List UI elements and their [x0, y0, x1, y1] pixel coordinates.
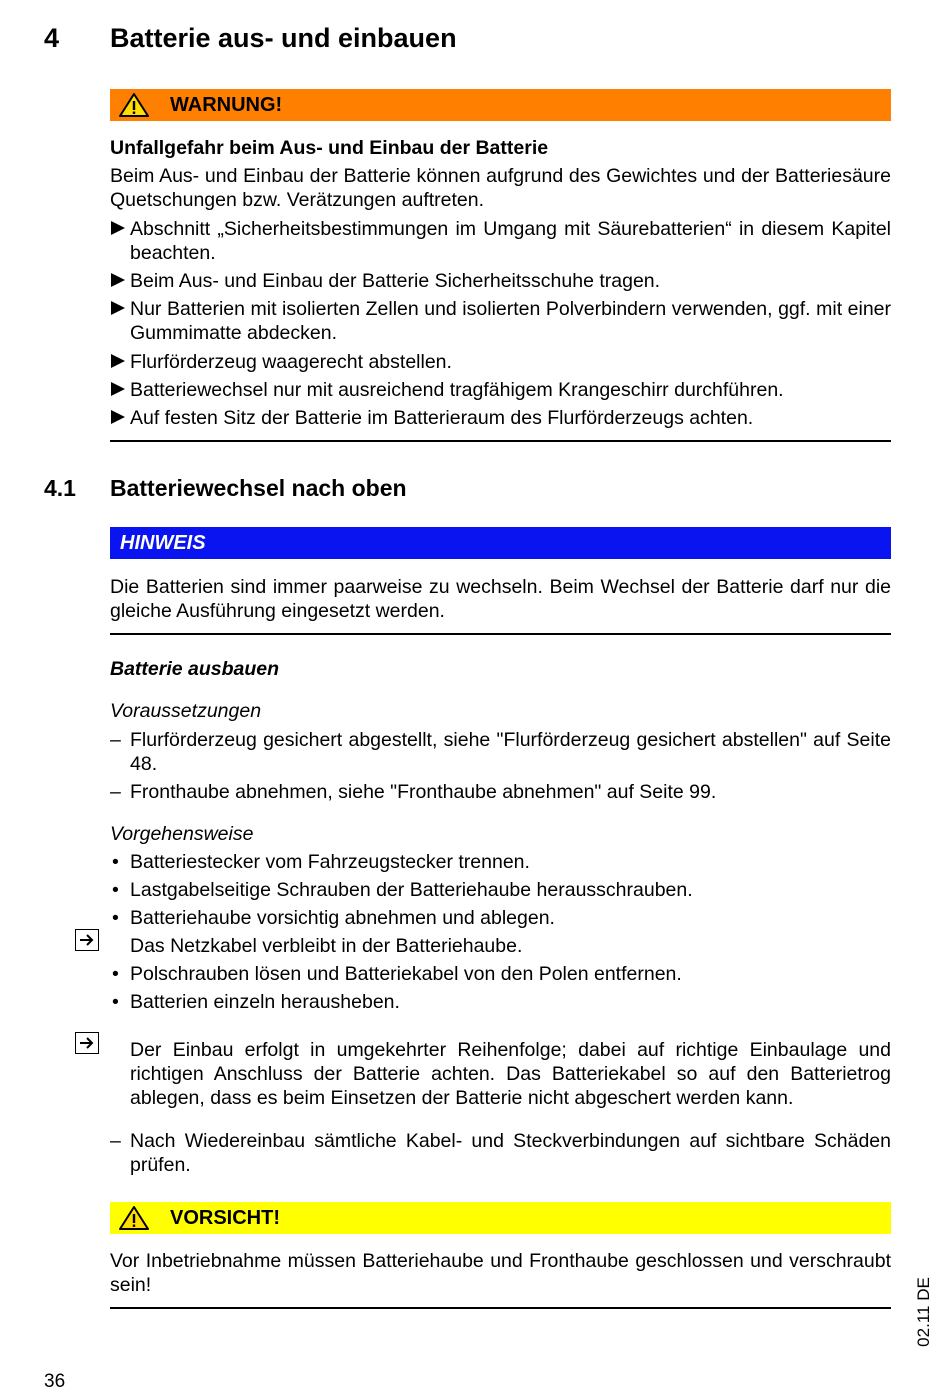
- triangle-bullet-icon: [110, 297, 126, 325]
- divider: [110, 440, 891, 442]
- divider: [110, 1307, 891, 1309]
- dash-bullet: –: [110, 1130, 121, 1152]
- caution-text: Vor Inbetriebnahme müssen Batteriehaube und Fronthaube geschlossen und verschraubt sein!: [110, 1250, 891, 1296]
- warning-label: WARNUNG!: [170, 94, 283, 116]
- section-number: 4.1: [44, 475, 76, 501]
- dash-bullet: –: [110, 781, 121, 803]
- triangle-bullet-icon: [110, 217, 126, 245]
- triangle-bullet-icon: [110, 406, 126, 434]
- chapter-number: 4: [44, 23, 60, 53]
- removal-title: Batterie ausbauen: [110, 658, 280, 680]
- page-number: 36: [44, 1371, 66, 1392]
- triangle-bullet-icon: [110, 378, 126, 406]
- note-label: HINWEIS: [120, 532, 206, 554]
- note-banner: [110, 527, 891, 559]
- dot-bullet: •: [112, 991, 119, 1013]
- warning-item: Nur Batterien mit isolierten Zellen und isolierten Polverbindern verwenden, ggf. mit einer Gummimatte abdecken.: [110, 297, 891, 345]
- triangle-bullet-icon: [110, 350, 126, 378]
- prereq-item: – Fronthaube abnehmen, siehe "Fronthaube abnehmen" auf Seite 99.: [110, 781, 717, 803]
- step-item: • Batteriestecker vom Fahrzeugstecker trennen.: [112, 851, 530, 873]
- after-item: – Nach Wiedereinbau sämtliche Kabel- und Steckverbindungen auf sichtbare Schäden prüfen.: [110, 1130, 891, 1176]
- dot-bullet: •: [112, 963, 119, 985]
- divider: [110, 633, 891, 635]
- hint-arrow-icon: [75, 1032, 99, 1054]
- warning-triangle-icon: [118, 1205, 150, 1237]
- warning-item: Flurförderzeug waagerecht abstellen.: [110, 350, 891, 374]
- warning-banner: [110, 89, 891, 121]
- note-text: Die Batterien sind immer paarweise zu wechseln. Beim Wechsel der Batterie darf nur die gleiche Ausführung eingesetzt werden.: [110, 576, 891, 622]
- hint-text: Das Netzkabel verbleibt in der Batteriehaube.: [130, 935, 523, 957]
- warning-item: Auf festen Sitz der Batterie im Batterieraum des Flurförderzeugs achten.: [110, 406, 891, 430]
- prereq-item: – Flurförderzeug gesichert abgestellt, siehe "Flurförderzeug gesichert abstellen" auf Seite 48.: [110, 729, 891, 775]
- warning-item: Batteriewechsel nur mit ausreichend tragfähigem Krangeschirr durchführen.: [110, 378, 891, 402]
- step-item: • Lastgabelseitige Schrauben der Batteriehaube herausschrauben.: [112, 879, 693, 901]
- caution-banner: [110, 1202, 891, 1234]
- warning-item: Beim Aus- und Einbau der Batterie Sicherheitsschuhe tragen.: [110, 269, 891, 293]
- warning-triangle-icon: [118, 92, 150, 124]
- dot-bullet: •: [112, 907, 119, 929]
- caution-label: VORSICHT!: [170, 1207, 280, 1229]
- step-item: • Polschrauben lösen und Batteriekabel von den Polen entfernen.: [112, 963, 682, 985]
- section-title: Batteriewechsel nach oben: [110, 475, 407, 501]
- hint-arrow-icon: [75, 929, 99, 951]
- step-item: • Batterien einzeln herausheben.: [112, 991, 400, 1013]
- hint-text: Der Einbau erfolgt in umgekehrter Reihenfolge; dabei auf richtige Einbaulage und richtigen Anschluss der Batterie achten. Das Batteriekabel so auf den Batterietrog ablegen, dass es beim Einsetzen der Batterie nicht abgeschert werden kann.: [130, 1039, 891, 1109]
- prereq-label: Voraussetzungen: [110, 700, 262, 722]
- procedure-label: Vorgehensweise: [110, 823, 254, 845]
- dash-bullet: –: [110, 729, 121, 751]
- warning-item: Abschnitt „Sicherheitsbestimmungen im Umgang mit Säurebatterien“ in diesem Kapitel beachten.: [110, 217, 891, 265]
- triangle-bullet-icon: [110, 269, 126, 297]
- chapter-title: Batterie aus- und einbauen: [110, 23, 457, 53]
- dot-bullet: •: [112, 879, 119, 901]
- step-item: • Batteriehaube vorsichtig abnehmen und ablegen.: [112, 907, 555, 929]
- edition-label: 02.11 DE: [914, 1277, 933, 1347]
- dot-bullet: •: [112, 851, 119, 873]
- warning-heading: Unfallgefahr beim Aus- und Einbau der Batterie: [110, 137, 549, 159]
- warning-text: Beim Aus- und Einbau der Batterie können aufgrund des Gewichtes und der Batteriesäure Quetschungen bzw. Verätzungen auftreten.: [110, 165, 891, 211]
